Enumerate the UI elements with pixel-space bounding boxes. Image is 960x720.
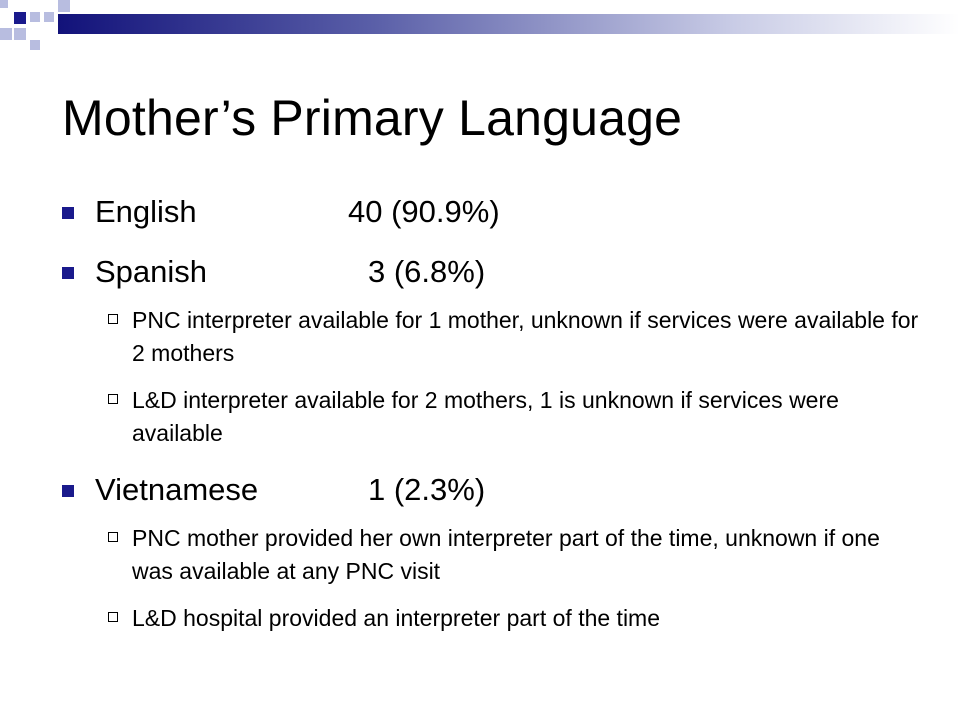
bullet-value: 1 (2.3%): [368, 472, 486, 507]
sub-bullet-text: L&D hospital provided an interpreter part of the time: [132, 605, 661, 631]
bullet-list: [62, 190, 922, 635]
bullet-value: 3 (6.8%): [368, 254, 486, 289]
slide-title: Mother’s Primary Language: [62, 90, 683, 146]
decor-square: [0, 28, 12, 40]
bullet-label: English: [95, 194, 197, 229]
sub-bullet-item: [108, 304, 922, 370]
decor-square: [14, 28, 26, 40]
decor-square: [30, 40, 40, 50]
decor-square: [14, 12, 26, 24]
decor-square: [58, 0, 70, 12]
sub-bullet-text: PNC interpreter available for 1 mother, unknown if services were available for 2 mothers: [132, 307, 919, 366]
bullet-label: Spanish: [95, 254, 208, 289]
sub-bullet-text: L&D interpreter available for 2 mothers, 1 is unknown if services were available: [132, 387, 839, 446]
sub-bullet-item: [108, 522, 922, 588]
bullet-item-spanish: [62, 250, 922, 300]
bullet-item-english: [62, 190, 922, 240]
sub-bullet-text: PNC mother provided her own interpreter part of the time, unknown if one was available at any PNC visit: [132, 525, 880, 584]
decor-square: [0, 0, 8, 8]
sub-bullet-item: [108, 384, 922, 450]
bullet-value: 40 (90.9%): [348, 194, 500, 229]
square-bullet-icon: [62, 267, 74, 279]
decor-square: [44, 12, 54, 22]
bullet-item-vietnamese: [62, 468, 922, 518]
hollow-square-bullet-icon: [108, 532, 118, 542]
hollow-square-bullet-icon: [108, 314, 118, 324]
sub-bullet-item: [108, 602, 922, 635]
header-gradient-bar: [58, 14, 960, 34]
decor-square: [30, 12, 40, 22]
bullet-label: Vietnamese: [95, 472, 259, 507]
square-bullet-icon: [62, 485, 74, 497]
hollow-square-bullet-icon: [108, 612, 118, 622]
hollow-square-bullet-icon: [108, 394, 118, 404]
square-bullet-icon: [62, 207, 74, 219]
